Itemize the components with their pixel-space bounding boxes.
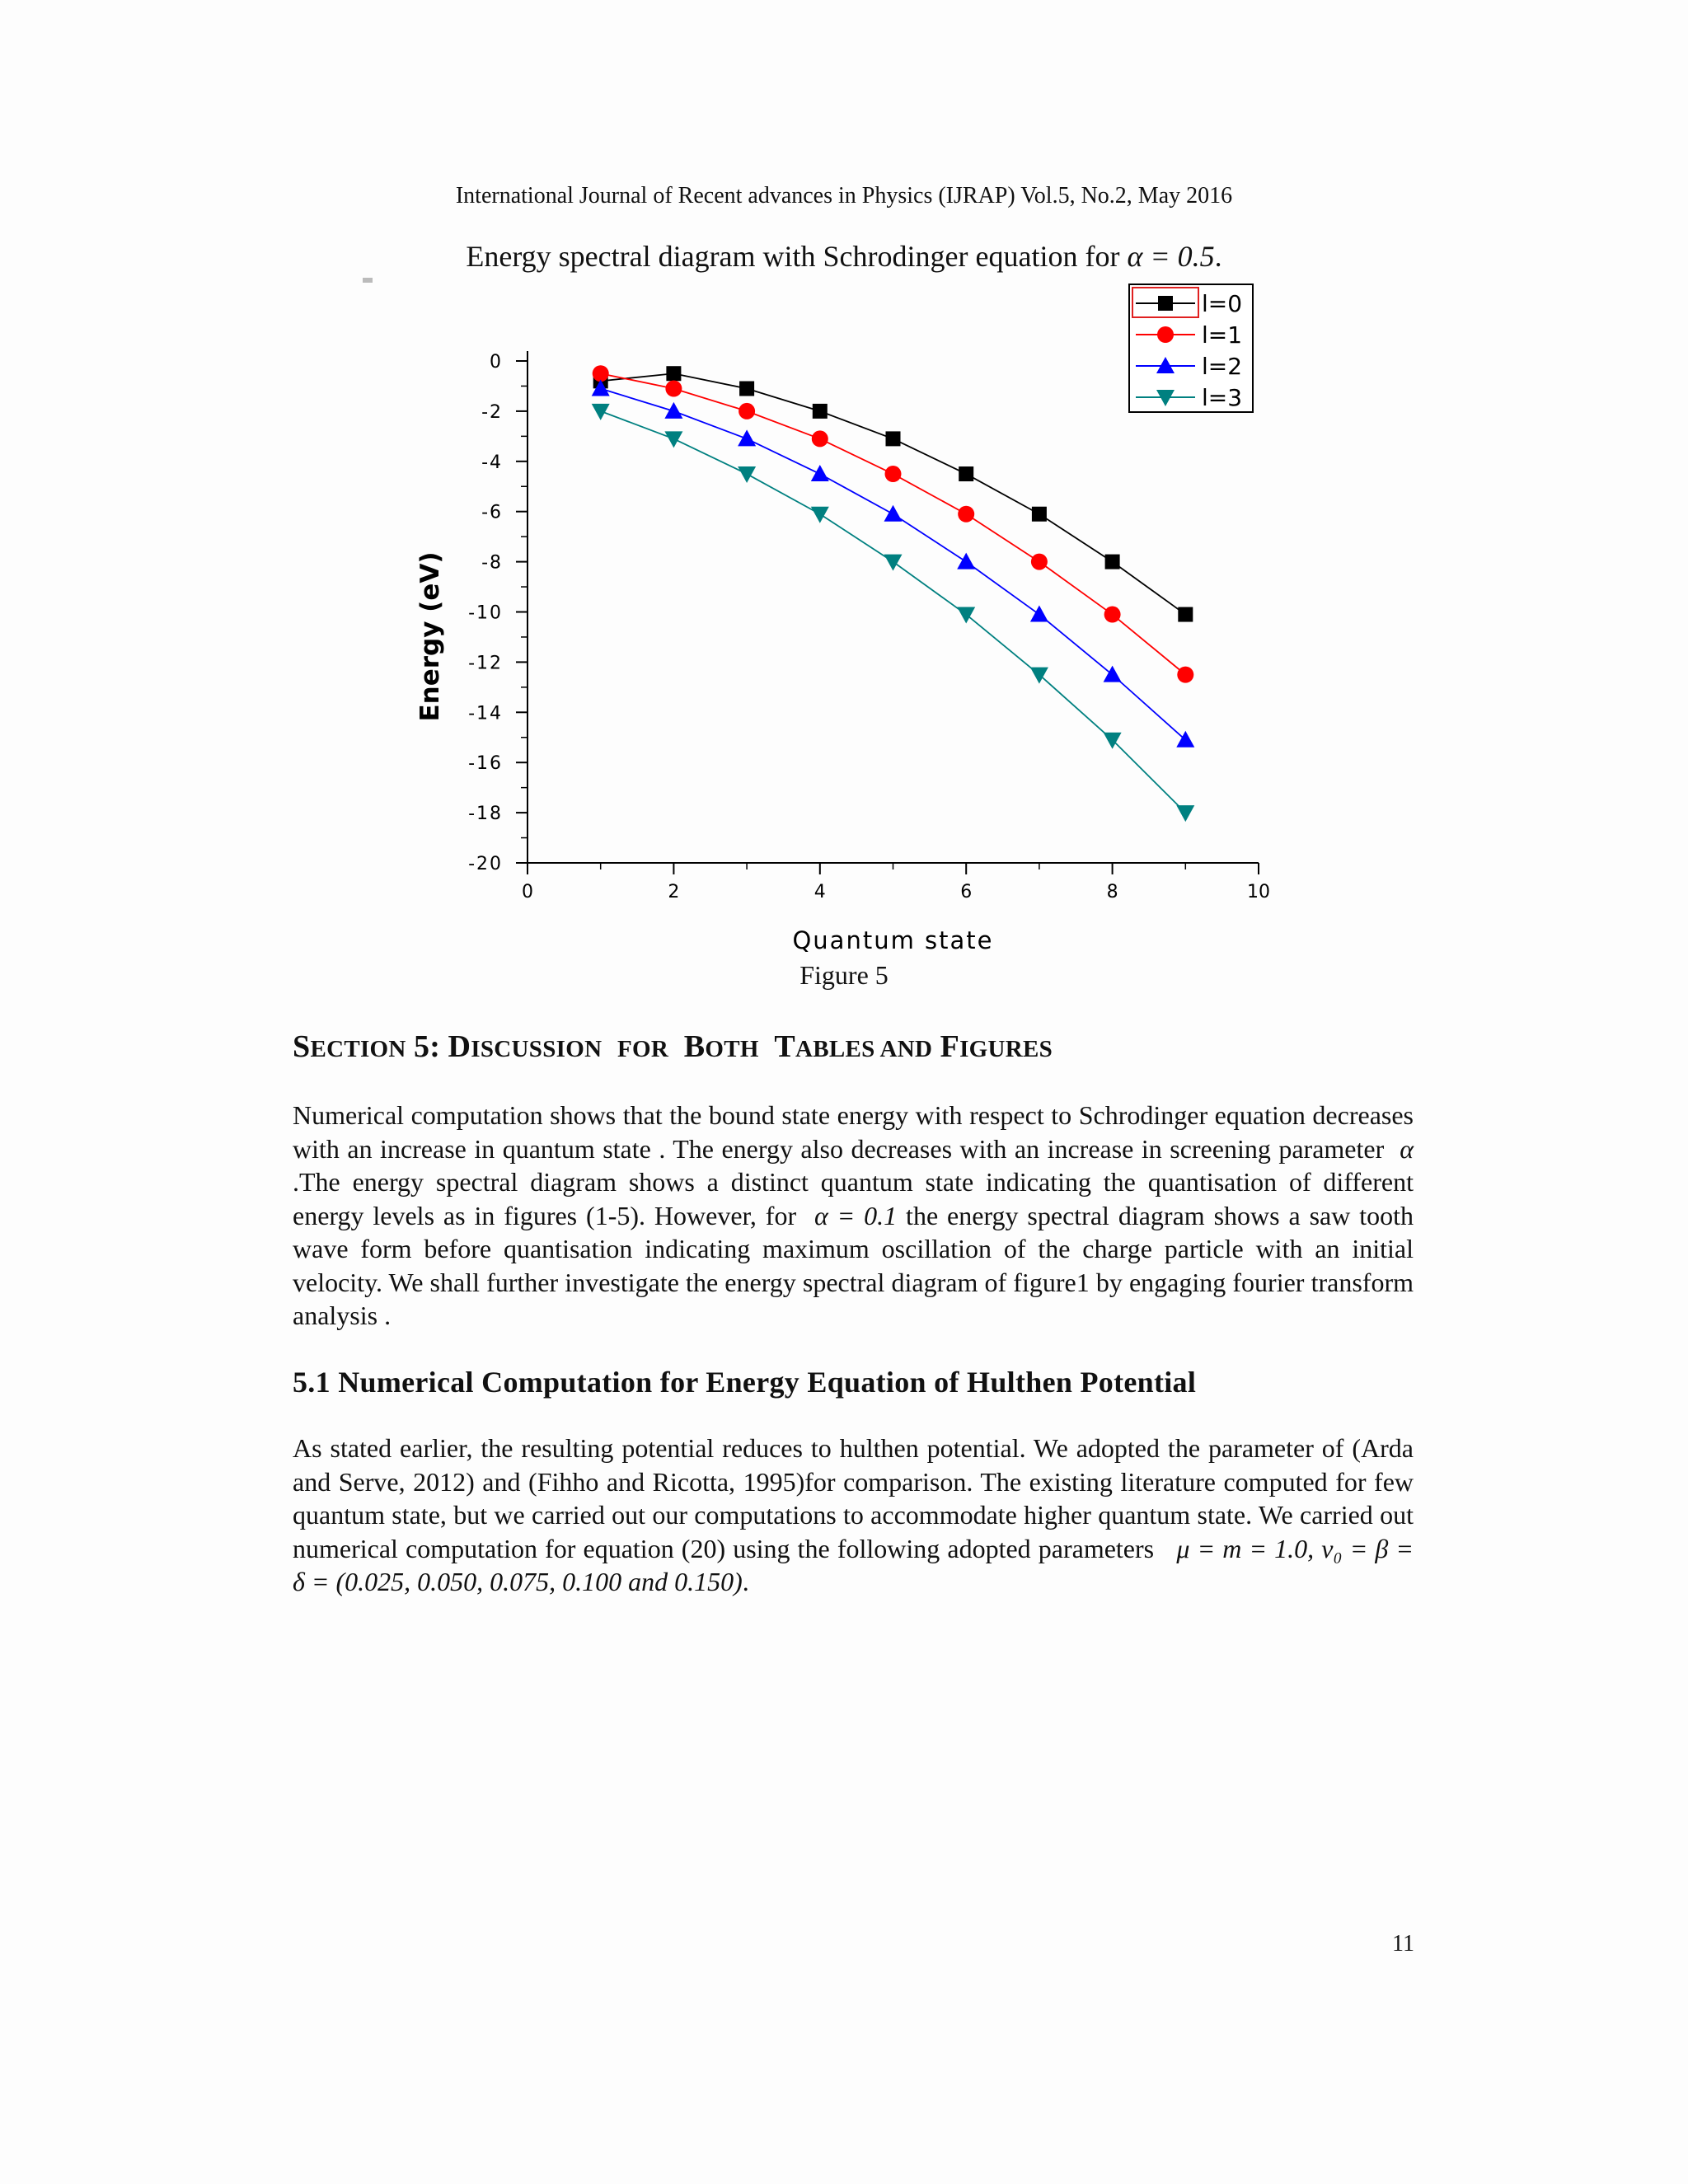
data-point-l2 bbox=[1030, 606, 1048, 622]
data-point-l3 bbox=[1176, 805, 1194, 822]
data-point-l3 bbox=[592, 404, 610, 420]
caption-text: Energy spectral diagram with Schrodinger equation for bbox=[466, 240, 1120, 273]
x-tick-label: 6 bbox=[960, 882, 973, 902]
data-point-l2 bbox=[664, 402, 682, 419]
data-point-l0 bbox=[959, 466, 973, 481]
y-tick-label: -14 bbox=[468, 703, 503, 724]
data-point-l1 bbox=[593, 365, 609, 382]
running-header: International Journal of Recent advances in Physics (IJRAP) Vol.5, No.2, May 2016 bbox=[455, 183, 1233, 209]
y-tick-label: -10 bbox=[468, 602, 503, 624]
sec-word-iscussion: ISCUSSION bbox=[471, 1036, 603, 1062]
scan-artifact bbox=[363, 278, 373, 283]
data-point-l2 bbox=[1104, 666, 1122, 682]
sec-word-oth: OTH bbox=[705, 1036, 759, 1062]
data-point-l1 bbox=[665, 380, 682, 396]
data-point-l2 bbox=[738, 429, 756, 446]
data-point-l0 bbox=[813, 404, 828, 419]
series-line-l0 bbox=[601, 373, 1186, 614]
data-point-l1 bbox=[1104, 607, 1121, 623]
y-tick-label: -6 bbox=[481, 502, 503, 523]
data-point-l0 bbox=[886, 431, 901, 446]
section-5-heading bbox=[293, 1029, 1053, 1065]
page-number: 11 bbox=[1392, 1931, 1414, 1957]
section-5-1-paragraph bbox=[293, 1432, 1414, 1599]
sec-word-ection: ECTION bbox=[310, 1036, 406, 1062]
figure-caption-top bbox=[0, 239, 1688, 274]
y-tick-label: -18 bbox=[468, 804, 503, 825]
data-point-l1 bbox=[885, 466, 902, 482]
legend-label-l3: l=3 bbox=[1202, 384, 1243, 411]
x-tick-label: 8 bbox=[1106, 882, 1118, 902]
x-tick-label: 0 bbox=[522, 882, 533, 902]
legend-marker-l0 bbox=[1158, 296, 1173, 311]
caption-alpha: α = 0.5 bbox=[1127, 240, 1215, 273]
data-point-l2 bbox=[811, 465, 829, 481]
section-5-paragraph bbox=[293, 1099, 1414, 1333]
legend-label-l2: l=2 bbox=[1202, 353, 1243, 380]
sec-word-ables-and: ABLES AND bbox=[795, 1036, 933, 1062]
data-point-l0 bbox=[666, 366, 681, 381]
section-number: 5: bbox=[413, 1029, 441, 1064]
data-point-l0 bbox=[739, 381, 754, 396]
para-part-c: the energy spectral diagram shows a saw tooth wave form before quantisation indicating maximum oscillation of the charge particle with an initial velocity. We shall further investigate the energy spectral diagram of figure1 by engaging fourier transform analysis . bbox=[293, 1200, 1414, 1330]
data-point-l3 bbox=[664, 431, 682, 448]
alpha-value: α = 0.1 bbox=[814, 1200, 898, 1230]
parameter-equation: μ = m = 1.0, v₀ = β = δ = (0.025, 0.050, 0.075, 0.100 and 0.150) bbox=[293, 1533, 1414, 1596]
data-point-l2 bbox=[957, 553, 975, 569]
alpha-symbol: α bbox=[1400, 1133, 1414, 1164]
section-5-1-text: As stated earlier, the resulting potential reduces to hulthen potential. We adopted the parameter of (Arda and Serve, 2012) and (Fihho and Ricotta, 1995)for comparison. The existing literature computed for few quantum state, but we carried out our computations to accommodate higher quantum state. We carried out numerical computation for equation (20) using the following adopted parameters bbox=[293, 1433, 1414, 1563]
y-tick-label: -4 bbox=[481, 452, 503, 473]
x-tick-label: 2 bbox=[668, 882, 680, 902]
y-tick-label: 0 bbox=[490, 352, 503, 373]
data-point-l1 bbox=[1177, 667, 1193, 683]
y-axis-label: Energy (eV) bbox=[415, 551, 445, 722]
sec-word-for: FOR bbox=[617, 1036, 669, 1062]
y-tick-label: -16 bbox=[468, 753, 503, 775]
figure-label: Figure 5 bbox=[799, 960, 889, 990]
series-line-l1 bbox=[601, 373, 1186, 674]
legend-label-l1: l=1 bbox=[1202, 321, 1243, 349]
data-point-l3 bbox=[884, 555, 903, 571]
data-point-l1 bbox=[738, 403, 755, 419]
para-part-b: .The energy spectral diagram shows a distinct quantum state indicating the quantisation of different energy levels as in figures (1-5). However, for bbox=[293, 1167, 1414, 1230]
data-point-l2 bbox=[884, 505, 903, 522]
sec-word-t: T bbox=[774, 1029, 795, 1064]
para-part-a: Numerical computation shows that the bound state energy with respect to Schrodinger equation decreases with an increase in quantum state . The energy also decreases with an increase in screening parameter bbox=[293, 1100, 1414, 1164]
data-point-l1 bbox=[1031, 554, 1048, 570]
data-point-l0 bbox=[1105, 555, 1120, 569]
sec-word-d: D bbox=[448, 1029, 471, 1064]
y-tick-label: -2 bbox=[481, 401, 503, 423]
energy-spectral-chart bbox=[396, 276, 1302, 952]
equation-period: . bbox=[742, 1567, 749, 1596]
sec-word-igures: IGURES bbox=[959, 1036, 1053, 1062]
x-tick-label: 4 bbox=[814, 882, 826, 902]
sec-word-f: F bbox=[940, 1029, 960, 1064]
caption-period: . bbox=[1214, 240, 1222, 273]
section-5-1-heading: 5.1 Numerical Computation for Energy Equation of Hulthen Potential bbox=[293, 1366, 1197, 1399]
sec-word-b: B bbox=[683, 1029, 706, 1064]
data-point-l1 bbox=[812, 430, 828, 447]
y-tick-label: -20 bbox=[468, 854, 503, 874]
data-point-l3 bbox=[957, 607, 975, 624]
sec-word-s: S bbox=[293, 1029, 311, 1064]
data-point-l3 bbox=[738, 466, 756, 483]
data-point-l0 bbox=[1178, 607, 1193, 622]
data-point-l1 bbox=[958, 506, 974, 523]
y-tick-label: -12 bbox=[468, 653, 503, 674]
data-point-l0 bbox=[1032, 507, 1047, 522]
x-axis-label: Quantum state bbox=[792, 926, 994, 952]
x-tick-label: 10 bbox=[1247, 882, 1270, 902]
y-tick-label: -8 bbox=[481, 552, 503, 574]
legend-label-l0: l=0 bbox=[1202, 290, 1243, 317]
data-point-l3 bbox=[811, 507, 829, 523]
legend-marker-l1 bbox=[1157, 326, 1174, 343]
